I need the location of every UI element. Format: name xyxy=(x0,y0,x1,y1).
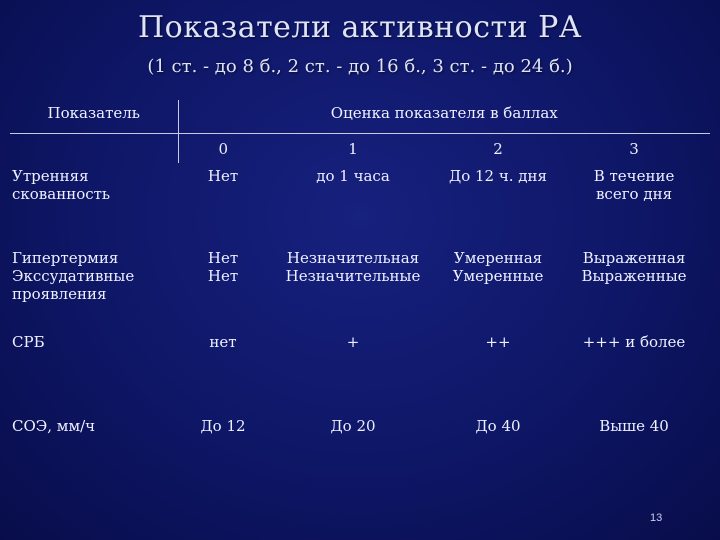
cell-score-0: Нет xyxy=(207,167,239,185)
cell-score-2: Умеренная Умеренные xyxy=(452,249,544,285)
table-row xyxy=(10,241,710,329)
score-col-3: 3 xyxy=(629,139,639,158)
cell-score-2: До 40 xyxy=(475,417,521,435)
slide-subtitle: (1 ст. - до 8 б., 2 ст. - до 16 б., 3 ст. - до 24 б.) xyxy=(147,56,573,77)
score-col-0: 0 xyxy=(218,139,229,158)
row-name: Утренняя скованность xyxy=(12,167,111,203)
cell-score-3: Выше 40 xyxy=(599,417,669,435)
cell-score-1: До 20 xyxy=(330,417,376,435)
row-name: СОЭ, мм/ч xyxy=(12,417,96,435)
activity-table xyxy=(10,100,710,487)
cell-score-3: В течение всего дня xyxy=(593,167,675,203)
cell-score-2: До 12 ч. дня xyxy=(449,167,547,185)
row-name: СРБ xyxy=(12,333,45,351)
page-number: 13 xyxy=(650,512,663,524)
score-col-1: 1 xyxy=(348,139,358,158)
cell-score-0: нет xyxy=(209,333,237,351)
cell-score-2: ++ xyxy=(485,333,511,351)
row-name: Гипертермия Экссудативные проявления xyxy=(12,249,135,303)
table-row xyxy=(10,417,710,487)
cell-score-1: + xyxy=(346,333,360,351)
slide-title: Показатели активности РА xyxy=(137,10,583,45)
header-score: Оценка показателя в баллах xyxy=(178,100,710,133)
cell-score-0: До 12 xyxy=(200,417,246,435)
cell-score-0: Нет Нет xyxy=(207,249,239,285)
table-row xyxy=(10,163,710,241)
header-indicator-spacer xyxy=(10,133,178,163)
cell-score-3: Выраженная Выраженные xyxy=(581,249,687,285)
cell-score-1: Незначительная Незначительные xyxy=(285,249,421,285)
score-col-2: 2 xyxy=(493,139,503,158)
header-indicator: Показатель xyxy=(10,100,178,133)
cell-score-1: до 1 часа xyxy=(316,167,390,185)
table-row xyxy=(10,329,710,417)
cell-score-3: +++ и более xyxy=(582,333,686,351)
